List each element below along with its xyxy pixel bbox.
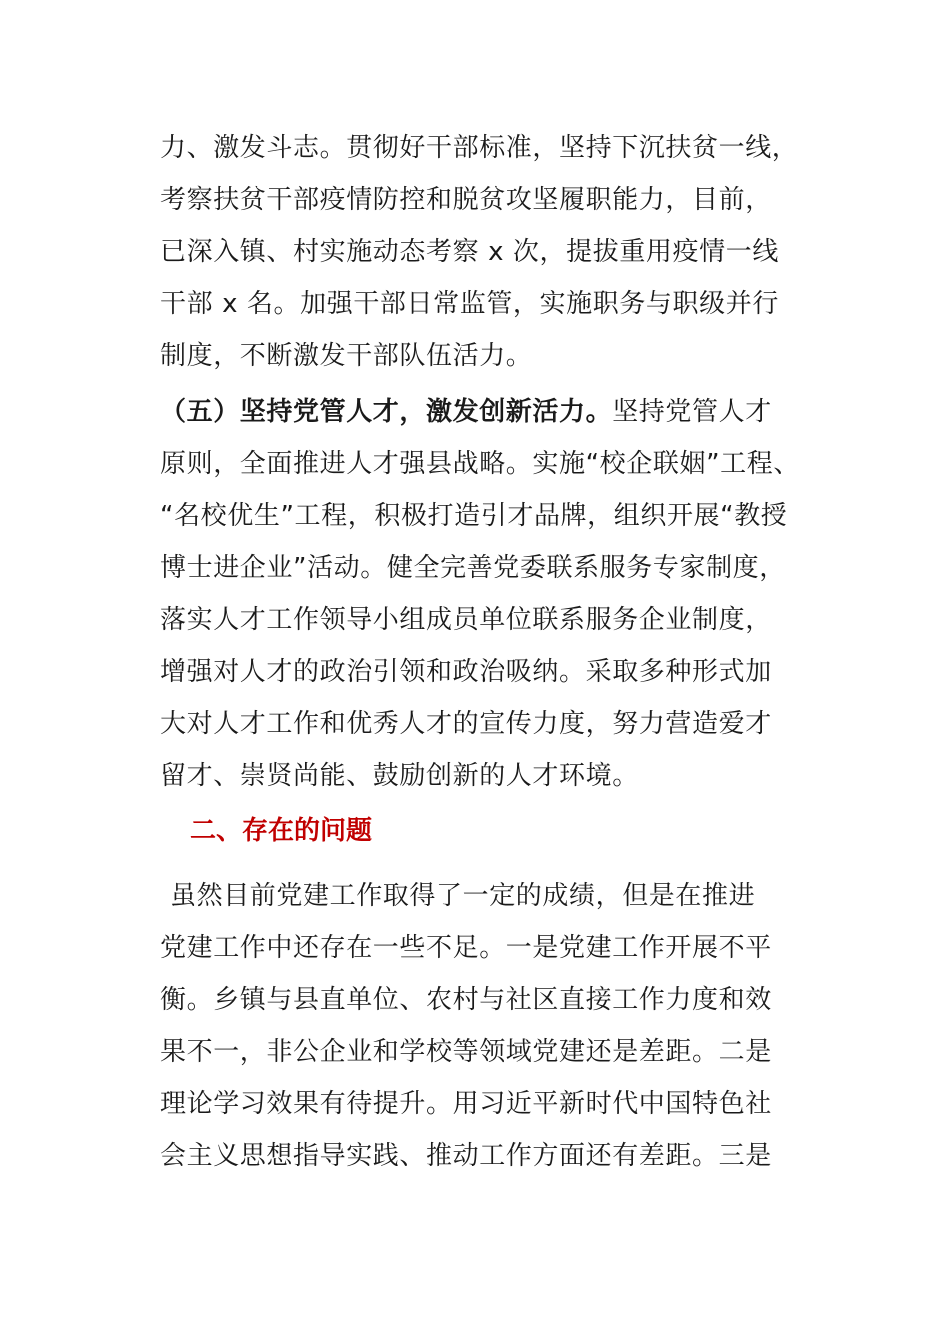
subsection-title: （五）坚持党管人才，激发创新活力。 — [160, 397, 613, 427]
section-heading: 二、存在的问题 — [190, 816, 373, 846]
text-line: 党建工作中还存在一些不足。一是党建工作开展不平 — [160, 933, 772, 963]
text-line: 会主义思想指导实践、推动工作方面还有差距。三是 — [160, 1141, 772, 1171]
text-line: 衡。乡镇与县直单位、农村与社区直接工作力度和效 — [160, 985, 772, 1015]
paragraph-talent-management — [160, 386, 800, 802]
text-line: 原则，全面推进人才强县战略。实施“校企联姻”工程、 — [160, 449, 800, 479]
paragraph-lead-line — [160, 386, 800, 438]
text-line: “名校优生”工程，积极打造引才品牌，组织开展“教授 — [160, 501, 788, 531]
text-line: 博士进企业”活动。健全完善党委联系服务专家制度， — [160, 553, 786, 583]
text-line: 虽然目前党建工作取得了一定的成绩，但是在推进 — [170, 881, 756, 911]
text-line: 已深入镇、村实施动态考察 x 次，提拔重用疫情一线 — [160, 237, 779, 267]
text-line: 留才、崇贤尚能、鼓励创新的人才环境。 — [160, 761, 639, 791]
text-line: 干部 x 名。加强干部日常监管，实施职务与职级并行 — [160, 289, 779, 319]
text-line: 理论学习效果有待提升。用习近平新时代中国特色社 — [160, 1089, 772, 1119]
paragraph-cadre-supervision — [160, 122, 800, 382]
paragraph-existing-problems — [160, 870, 800, 1182]
text-line: 落实人才工作领导小组成员单位联系服务企业制度， — [160, 605, 772, 635]
text-line: 增强对人才的政治引领和政治吸纳。采取多种形式加 — [160, 657, 772, 687]
text-line: 力、激发斗志。贯彻好干部标准，坚持下沉扶贫一线， — [160, 133, 799, 163]
text-line: 果不一，非公企业和学校等领域党建还是差距。二是 — [160, 1037, 772, 1067]
text-line: 大对人才工作和优秀人才的宣传力度，努力营造爱才 — [160, 709, 772, 739]
text-line: 考察扶贫干部疫情防控和脱贫攻坚履职能力，目前， — [160, 185, 772, 215]
text-line: 制度，不断激发干部队伍活力。 — [160, 341, 533, 371]
lead-text: 坚持党管人才 — [612, 397, 772, 427]
